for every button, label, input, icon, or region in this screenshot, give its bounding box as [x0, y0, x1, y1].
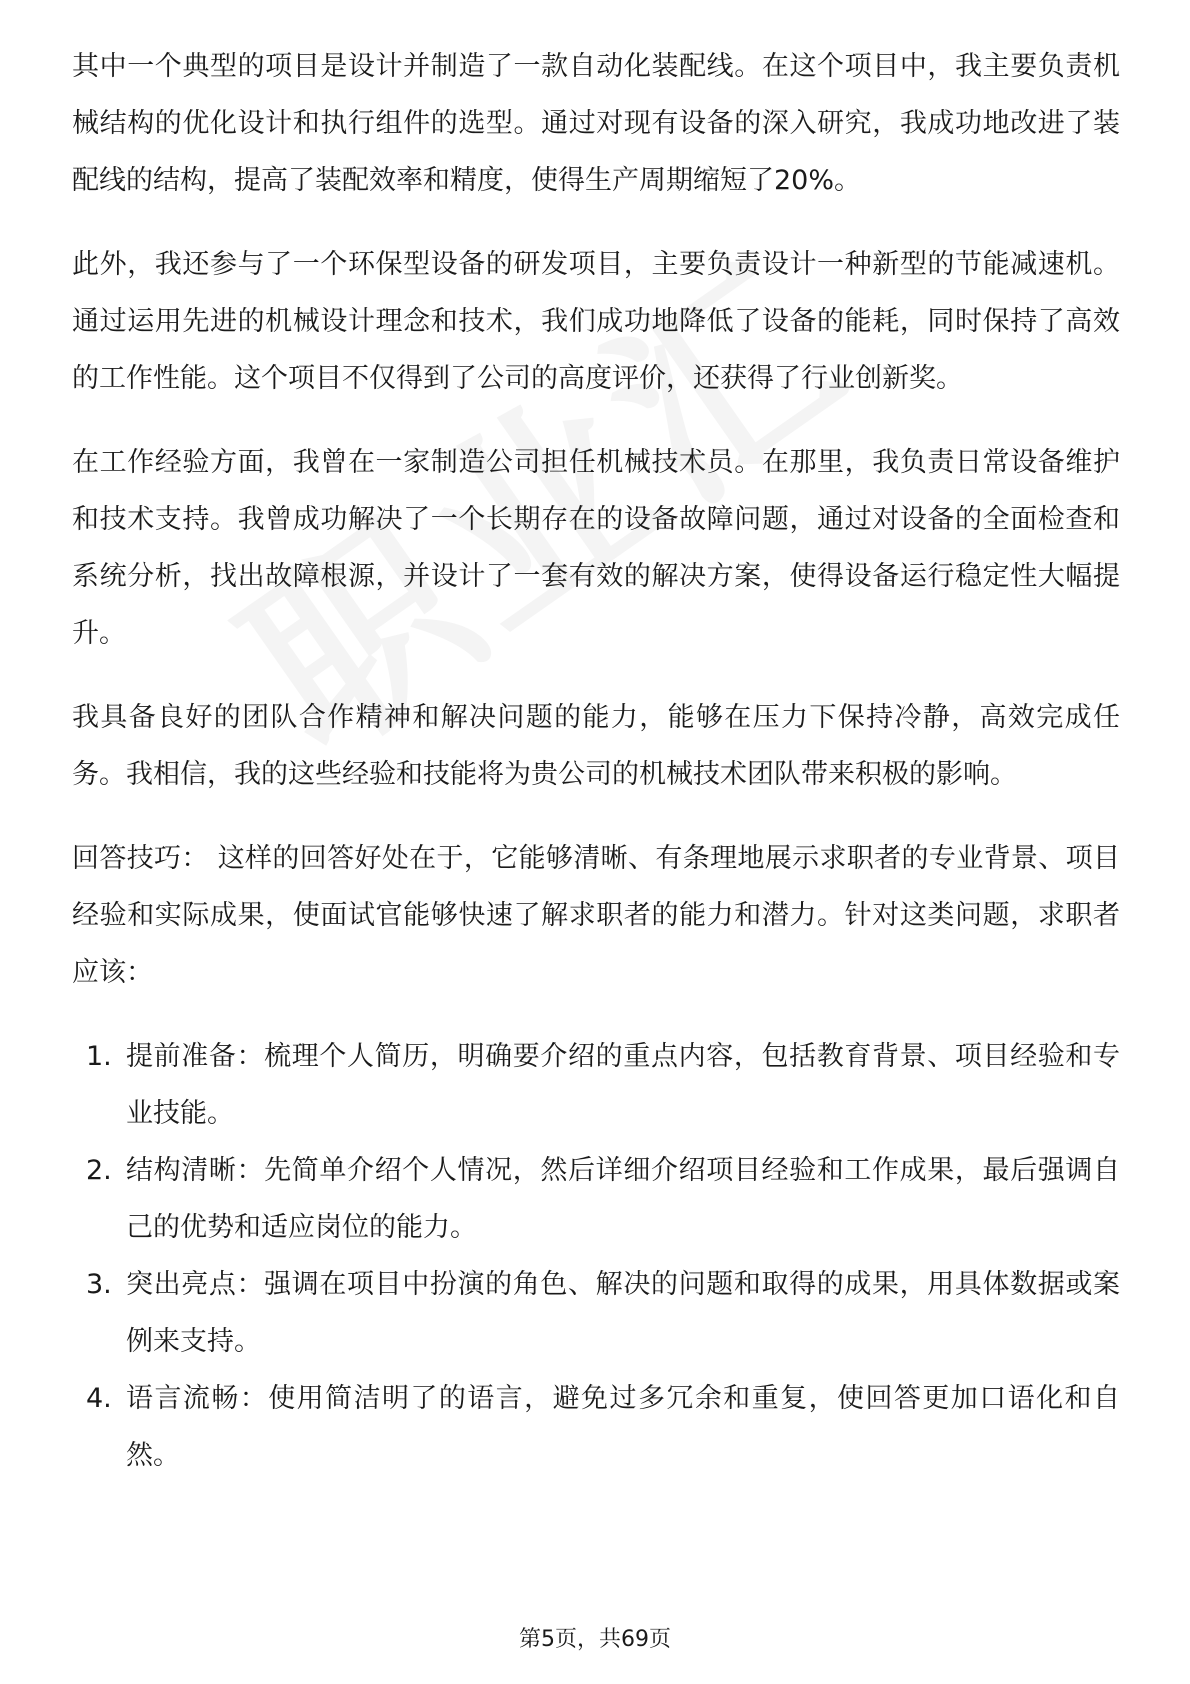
list-item [72, 1370, 1120, 1484]
list-item-text: 语言流畅：使用简洁明了的语言，避免过多冗余和重复，使回答更加口语化和自然。 [126, 1383, 1120, 1471]
page-number: 第5页，共69页 [519, 1627, 671, 1652]
list-item [72, 1256, 1120, 1370]
list-item [72, 1028, 1120, 1142]
list-item-number: 2. [86, 1155, 112, 1186]
list-item [72, 1142, 1120, 1256]
paragraph-work-experience: 在工作经验方面，我曾在一家制造公司担任机械技术员。在那里，我负责日常设备维护和技术支持。我曾成功解决了一个长期存在的设备故障问题，通过对设备的全面检查和系统分析，找出故障根源，并设计了一套有效的解决方案，使得设备运行稳定性大幅提升。 [72, 447, 1120, 649]
paragraph-answer-tips-intro: 回答技巧： 这样的回答好处在于，它能够清晰、有条理地展示求职者的专业背景、项目经验和实际成果，使面试官能够快速了解求职者的能力和潜力。针对这类问题，求职者应该： [72, 843, 1120, 988]
tips-list [72, 1028, 1120, 1484]
list-item-number: 1. [86, 1041, 112, 1072]
paragraph-teamwork: 我具备良好的团队合作精神和解决问题的能力，能够在压力下保持冷静，高效完成任务。我相信，我的这些经验和技能将为贵公司的机械技术团队带来积极的影响。 [72, 702, 1120, 790]
list-item-text: 提前准备：梳理个人简历，明确要介绍的重点内容，包括教育背景、项目经验和专业技能。 [126, 1041, 1120, 1129]
paragraph-project-reducer: 此外，我还参与了一个环保型设备的研发项目，主要负责设计一种新型的节能减速机。通过运用先进的机械设计理念和技术，我们成功地降低了设备的能耗，同时保持了高效的工作性能。这个项目不仅得到了公司的高度评价，还获得了行业创新奖。 [72, 249, 1120, 394]
document-body [72, 38, 1120, 1484]
list-item-number: 3. [86, 1269, 112, 1300]
list-item-number: 4. [86, 1383, 112, 1414]
paragraph-project-assembly-line: 其中一个典型的项目是设计并制造了一款自动化装配线。在这个项目中，我主要负责机械结构的优化设计和执行组件的选型。通过对现有设备的深入研究，我成功地改进了装配线的结构，提高了装配效率和精度，使得生产周期缩短了20%。 [72, 51, 1120, 196]
list-item-text: 突出亮点：强调在项目中扮演的角色、解决的问题和取得的成果，用具体数据或案例来支持。 [126, 1269, 1120, 1357]
list-item-text: 结构清晰：先简单介绍个人情况，然后详细介绍项目经验和工作成果，最后强调自己的优势和适应岗位的能力。 [126, 1155, 1120, 1243]
